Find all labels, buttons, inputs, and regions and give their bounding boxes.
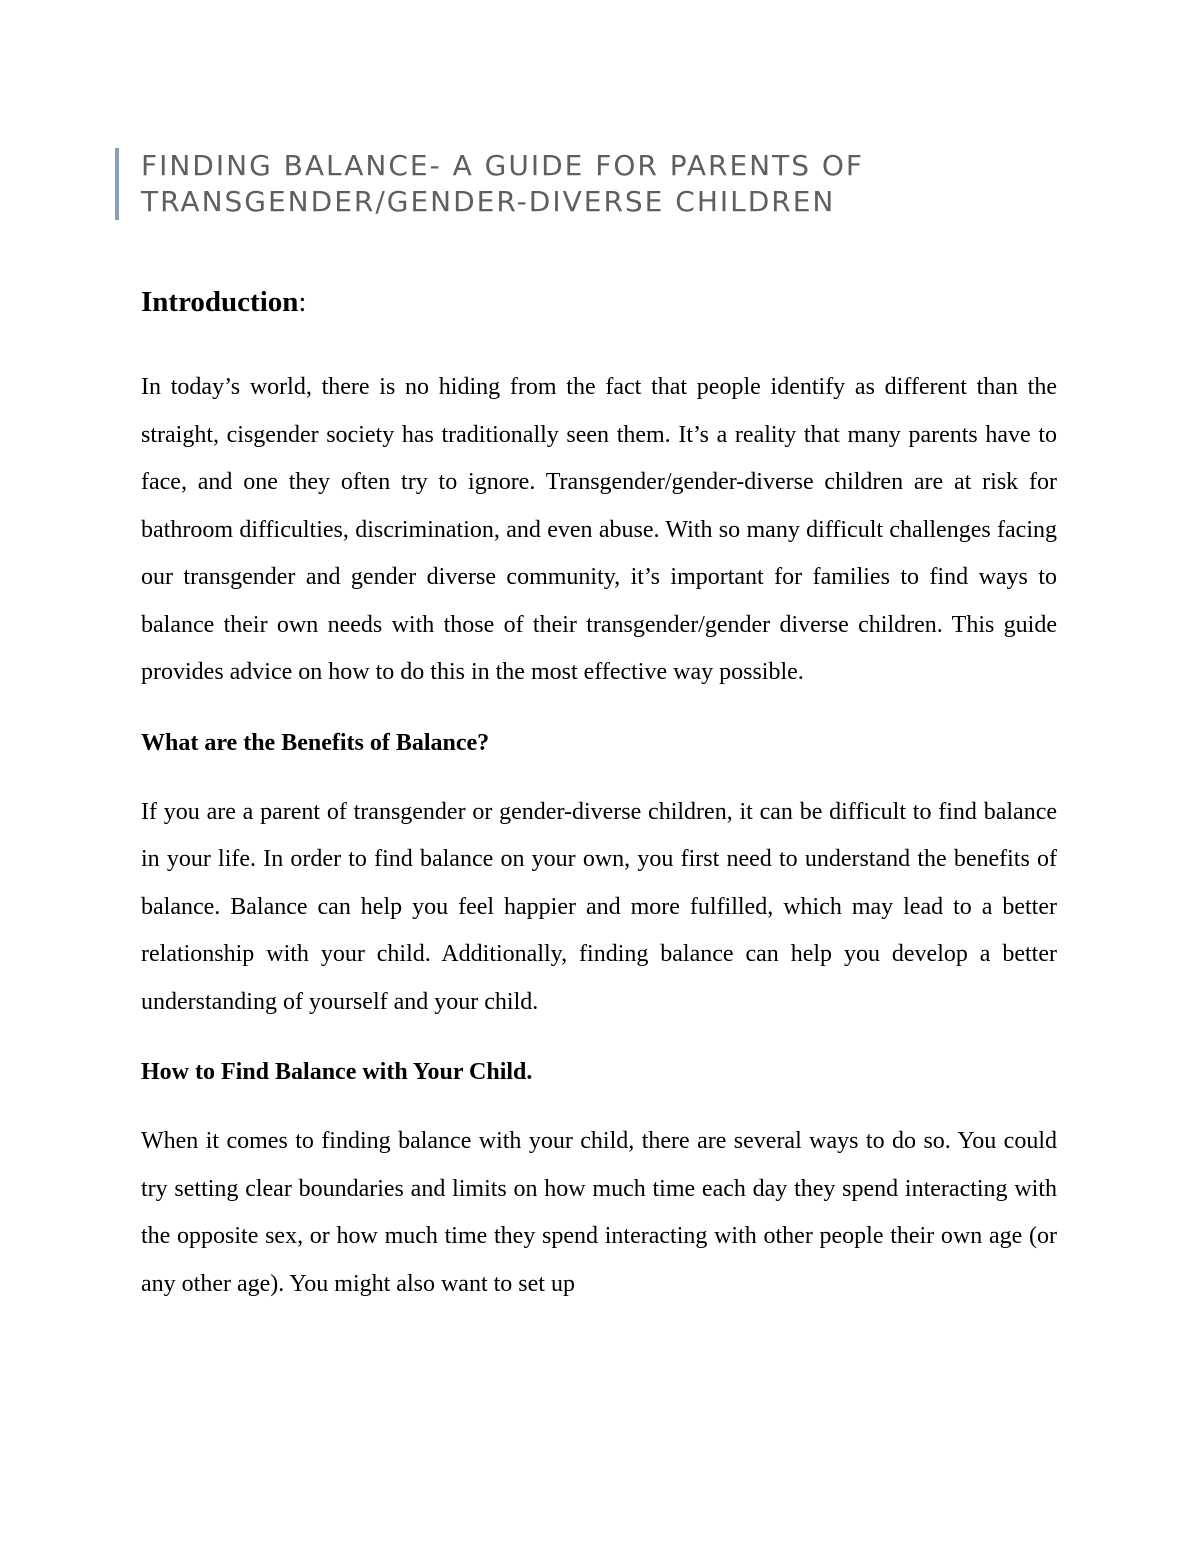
document-body xyxy=(141,280,1057,1308)
how-to-find-balance-paragraph: When it comes to finding balance with your child, there are several ways to do so. You could try setting clear boundaries and limits on how much time each day they spend interacting with the opposite sex, or how much time they spend interacting with other people their own age (or any other age). You might also want to set up xyxy=(141,1128,1057,1297)
introduction-heading-text: Introduction xyxy=(141,286,299,318)
introduction-heading xyxy=(141,280,1057,324)
title-line-1: FINDING BALANCE- A GUIDE FOR PARENTS OF xyxy=(141,149,865,182)
introduction-paragraph: In today’s world, there is no hiding from the fact that people identify as different than the straight, cisgender society has traditionally seen them. It’s a reality that many parents have to face, and one they often try to ignore. Transgender/gender-diverse children are at risk for bathroom difficulties, discrimination, and even abuse. With so many difficult challenges facing our transgender and gender diverse community, it’s important for families to find ways to balance their own needs with those of their transgender/gender diverse children. This guide provides advice on how to do this in the most effective way possible. xyxy=(141,374,1057,685)
how-to-find-balance-heading: How to Find Balance with Your Child. xyxy=(141,1059,533,1085)
title-line-2: TRANSGENDER/GENDER-DIVERSE CHILDREN xyxy=(141,185,836,218)
introduction-heading-colon: : xyxy=(298,286,307,318)
document-title xyxy=(115,148,1041,220)
benefits-heading: What are the Benefits of Balance? xyxy=(141,729,490,756)
benefits-paragraph: If you are a parent of transgender or gender-diverse children, it can be difficult to find balance in your life. In order to find balance on your own, you first need to understand the benefits of balance. Balance can help you feel happier and more fulfilled, which may lead to a better relationship with your child. Additionally, finding balance can help you develop a better understanding of yourself and your child. xyxy=(141,798,1057,1015)
